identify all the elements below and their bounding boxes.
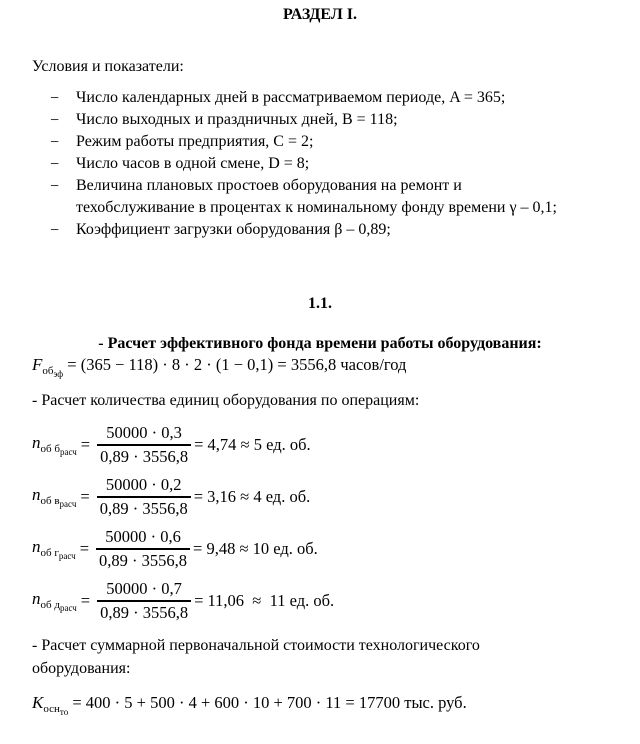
equals-sign: = xyxy=(80,487,90,506)
formula-expression: = (365 − 118) · 8 · 2 · (1 − 0,1) = 3556,8 xyxy=(67,355,337,374)
cost-formula xyxy=(32,693,467,717)
numerator: 50000 · 0,2 xyxy=(97,474,191,498)
equals-sign: = xyxy=(80,435,91,454)
formula-subscript: об б xyxy=(40,443,60,456)
unit-formula xyxy=(32,471,310,523)
fraction xyxy=(97,422,191,468)
formula-variable: F xyxy=(32,355,43,374)
dash-bullet: − xyxy=(50,222,60,239)
formula-result: = 4,74 ≈ 5 ед. об. xyxy=(194,435,311,454)
formula-variable: K xyxy=(32,693,44,712)
formula-subscript: осн xyxy=(43,703,60,716)
denominator: 0,89 · 3556,8 xyxy=(100,447,189,466)
formula-subsubscript: расч xyxy=(59,499,77,510)
formula-subscript: об xyxy=(42,365,54,378)
fund-formula xyxy=(32,355,406,379)
formula-result: = 9,48 ≈ 10 ед. об. xyxy=(193,539,318,558)
unit-formula xyxy=(32,419,311,471)
numerator: 50000 · 0,6 xyxy=(96,526,190,550)
formula-unit: часов/год xyxy=(340,355,407,374)
formula-subsubscript: расч xyxy=(59,447,77,458)
section-title: РАЗДЕЛ I. xyxy=(283,6,357,23)
unit-formula xyxy=(32,523,318,575)
condition-text: Число выходных и праздничных дней, B = 118; xyxy=(76,111,398,128)
formula-variable: n xyxy=(32,588,41,608)
conditions-label: Условия и показатели: xyxy=(32,58,184,75)
formula-subsubscript: то xyxy=(59,707,69,718)
fraction xyxy=(97,578,191,624)
formula-subscript: об д xyxy=(40,599,60,612)
numerator: 50000 · 0,3 xyxy=(97,422,191,446)
formula-variable: n xyxy=(32,536,41,556)
dash-bullet: − xyxy=(50,90,60,107)
denominator: 0,89 · 3556,8 xyxy=(100,603,189,622)
formula-subscript: об г xyxy=(40,547,59,560)
subsection-title: 1.1. xyxy=(308,295,332,312)
equals-sign: = xyxy=(80,591,91,610)
formula-subsubscript: расч xyxy=(59,603,77,614)
formula-variable: n xyxy=(32,432,41,452)
fraction xyxy=(96,526,190,572)
units-heading: - Расчет количества единиц оборудования по операциям: xyxy=(32,392,420,409)
condition-text: Число календарных дней в рассматриваемом периоде, A = 365; xyxy=(76,89,506,106)
formula-subscript: об в xyxy=(40,495,60,508)
formula-result: = 11,06 ≈ 11 ед. об. xyxy=(194,591,335,610)
formula-subsubscript: эф xyxy=(53,369,64,380)
formula-subsubscript: расч xyxy=(58,551,76,562)
unit-formula xyxy=(32,575,334,627)
fraction xyxy=(97,474,191,520)
formula-variable: n xyxy=(32,484,41,504)
condition-text: Коэффициент загрузки оборудования β – 0,89; xyxy=(76,221,391,238)
condition-text: техобслуживание в процентах к номинальному фонду времени γ – 0,1; xyxy=(76,199,557,216)
dash-bullet: − xyxy=(50,156,60,173)
equals-sign: = xyxy=(79,539,90,558)
formula-result: = 3,16 ≈ 4 ед. об. xyxy=(193,487,311,506)
denominator: 0,89 · 3556,8 xyxy=(99,551,188,570)
fund-heading: - Расчет эффективного фонда времени работы оборудования: xyxy=(98,335,542,352)
formula-expression: = 400 · 5 + 500 · 4 + 600 · 10 + 700 · 11 = 17700 тыс. руб. xyxy=(72,693,467,712)
condition-text: Режим работы предприятия, C = 2; xyxy=(76,133,314,150)
condition-text: Число часов в одной смене, D = 8; xyxy=(76,155,310,172)
dash-bullet: − xyxy=(50,178,60,195)
condition-text: Величина плановых простоев оборудования на ремонт и xyxy=(76,177,462,194)
cost-heading-line-1: - Расчет суммарной первоначальной стоимости технологического xyxy=(32,637,480,654)
denominator: 0,89 · 3556,8 xyxy=(99,499,188,518)
dash-bullet: − xyxy=(50,134,60,151)
numerator: 50000 · 0,7 xyxy=(97,578,191,602)
dash-bullet: − xyxy=(50,112,60,129)
cost-heading-line-2: оборудования: xyxy=(32,660,131,677)
